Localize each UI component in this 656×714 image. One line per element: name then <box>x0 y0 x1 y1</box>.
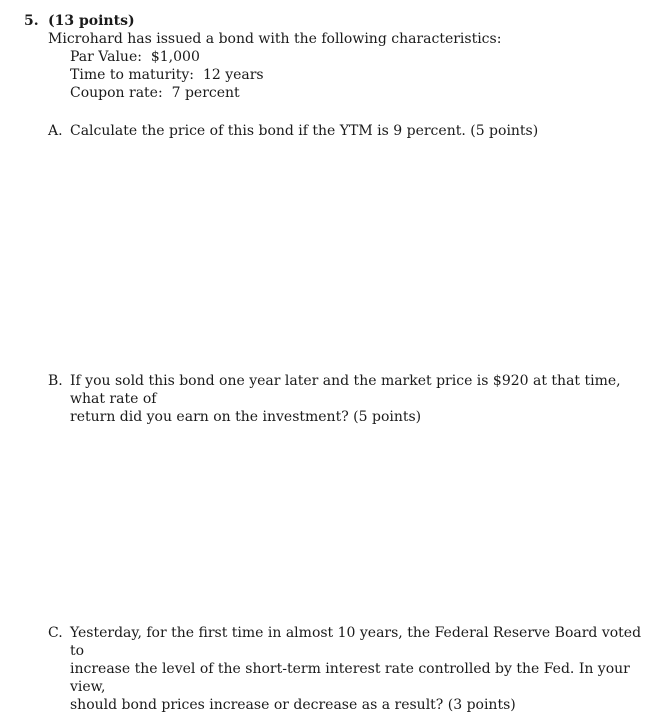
question-header <box>24 12 135 30</box>
spec-time-to-maturity <box>70 66 264 84</box>
question-points: (13 points) <box>48 13 135 29</box>
part-line: If you sold this bond one year later and the market price is $920 at that time, what rate of <box>70 373 621 407</box>
spec-par-value <box>70 48 200 66</box>
part-line: Yesterday, for the first time in almost 10 years, the Federal Reserve Board voted to <box>70 625 642 659</box>
spec-value: 12 years <box>202 67 264 83</box>
spec-value: $1,000 <box>150 49 200 65</box>
part-a <box>48 122 648 140</box>
spec-label: Coupon rate: <box>70 85 163 101</box>
part-text <box>70 624 648 714</box>
spec-label: Time to maturity: <box>70 67 195 83</box>
spec-value: 7 percent <box>171 85 240 101</box>
part-text <box>70 122 648 140</box>
spec-label: Par Value: <box>70 49 142 65</box>
part-line: should bond prices increase or decrease as a result? (3 points) <box>70 697 516 713</box>
part-letter: B. <box>48 373 63 389</box>
part-line: return did you earn on the investment? (5 points) <box>70 409 422 425</box>
part-c <box>48 624 648 714</box>
question-number: 5. <box>24 13 39 29</box>
part-b <box>48 372 648 426</box>
part-line: Calculate the price of this bond if the YTM is 9 percent. (5 points) <box>70 123 539 139</box>
question-intro: Microhard has issued a bond with the following characteristics: <box>48 31 502 47</box>
part-letter: C. <box>48 625 63 641</box>
part-text <box>70 372 648 426</box>
part-line: increase the level of the short-term interest rate controlled by the Fed. In your view, <box>70 661 630 695</box>
part-letter: A. <box>48 123 63 139</box>
spec-coupon-rate <box>70 84 240 102</box>
